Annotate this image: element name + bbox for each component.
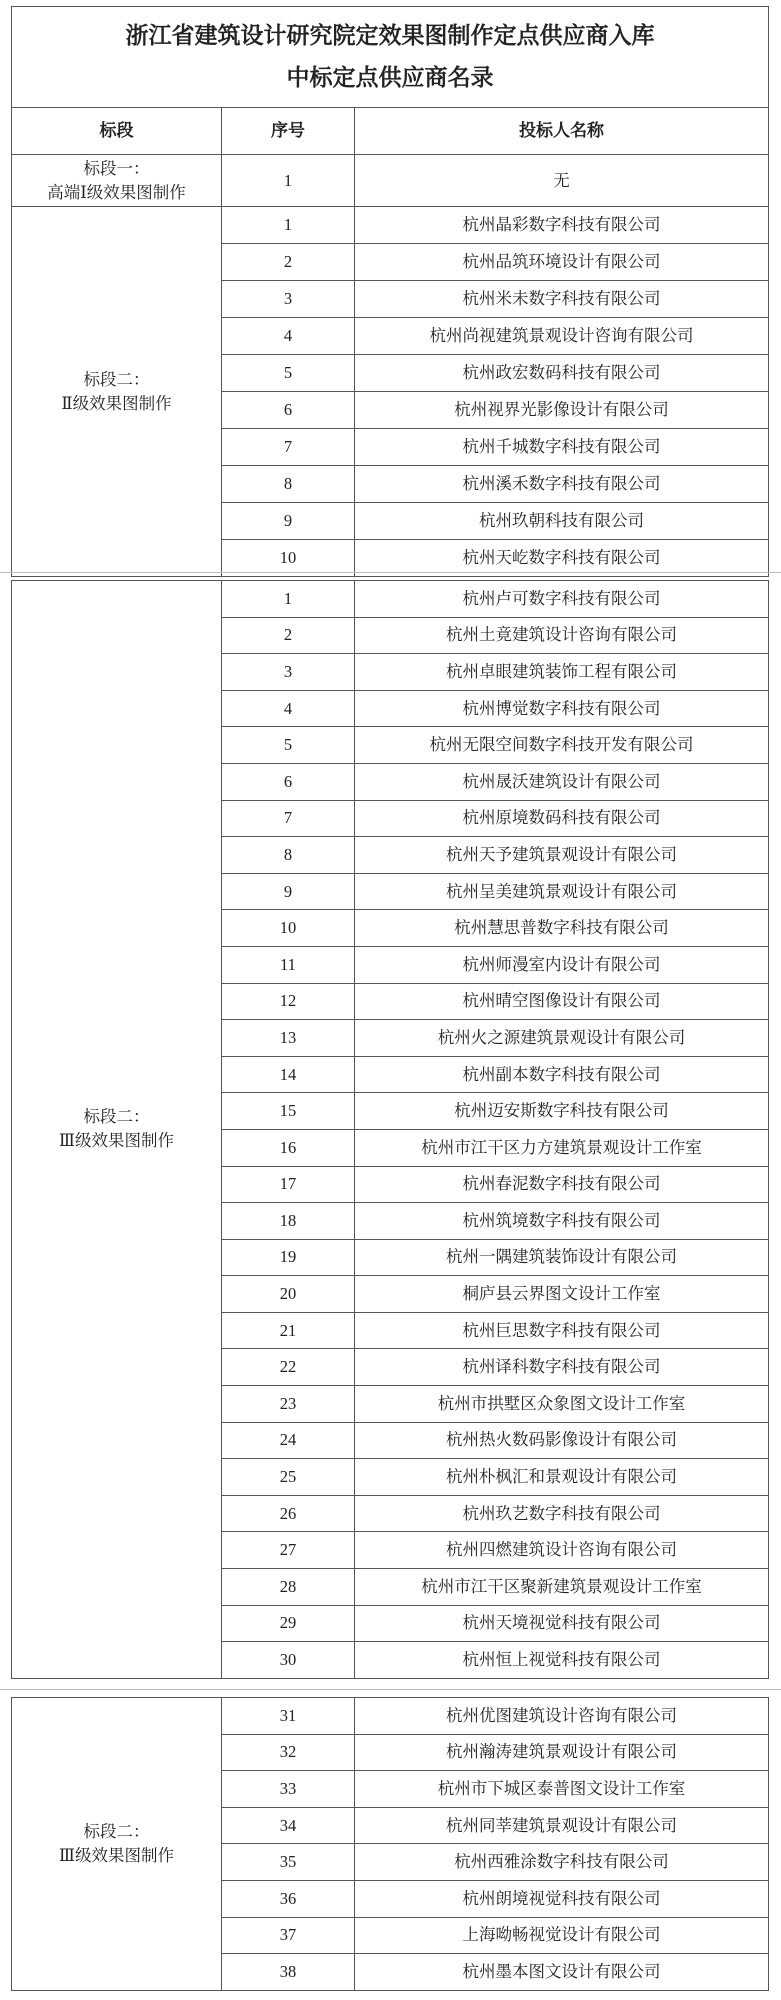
row-number: 34 [222,1807,355,1844]
row-number: 15 [222,1093,355,1130]
table-page-2 [11,580,769,1679]
table-row [12,581,769,618]
table-page-1 [11,6,769,577]
row-number: 24 [222,1422,355,1459]
bidder-name: 杭州市下城区泰普图文设计工作室 [355,1771,769,1808]
header-number: 序号 [222,108,355,155]
bidder-name: 杭州优图建筑设计咨询有限公司 [355,1698,769,1735]
row-number: 23 [222,1386,355,1423]
bidder-name: 杭州巨思数字科技有限公司 [355,1312,769,1349]
row-number: 8 [222,837,355,874]
bidder-name: 杭州天境视觉科技有限公司 [355,1605,769,1642]
row-number: 5 [222,355,355,392]
section3-label: 标段二： Ⅲ级效果图制作 [12,581,222,1679]
row-number: 32 [222,1734,355,1771]
bidder-name: 杭州四燃建筑设计咨询有限公司 [355,1532,769,1569]
table-row [12,1698,769,1735]
table-header [12,108,769,155]
row-number: 12 [222,983,355,1020]
row-number: 9 [222,503,355,540]
row-number: 18 [222,1203,355,1240]
bidder-name: 杭州副本数字科技有限公司 [355,1056,769,1093]
page-break-line [0,1689,781,1690]
row-number: 38 [222,1954,355,1991]
row-number: 6 [222,763,355,800]
header-section: 标段 [12,108,222,155]
bidder-name: 杭州政宏数码科技有限公司 [355,355,769,392]
bidder-name: 杭州品筑环境设计有限公司 [355,244,769,281]
row-number: 2 [222,617,355,654]
bidder-name: 杭州卓眼建筑装饰工程有限公司 [355,654,769,691]
bidder-name: 杭州溪禾数字科技有限公司 [355,466,769,503]
row-number: 7 [222,429,355,466]
bidder-name: 杭州市拱墅区众象图文设计工作室 [355,1386,769,1423]
bidder-name: 杭州玖朝科技有限公司 [355,503,769,540]
row-number: 21 [222,1312,355,1349]
bidder-name: 杭州玖艺数字科技有限公司 [355,1495,769,1532]
table-page-3 [11,1697,769,1991]
row-number: 6 [222,392,355,429]
row-number: 17 [222,1166,355,1203]
row-number: 35 [222,1844,355,1881]
bidder-name: 杭州卢可数字科技有限公司 [355,581,769,618]
bidder-name: 桐庐县云界图文设计工作室 [355,1276,769,1313]
row-number: 7 [222,800,355,837]
row-number: 14 [222,1056,355,1093]
bidder-name: 杭州春泥数字科技有限公司 [355,1166,769,1203]
bidder-name: 杭州墨本图文设计有限公司 [355,1954,769,1991]
row-number: 13 [222,1020,355,1057]
row-number: 1 [222,581,355,618]
row-number: 11 [222,946,355,983]
bidder-name: 杭州朴枫汇和景观设计有限公司 [355,1459,769,1496]
section2-label: 标段二： Ⅱ级效果图制作 [12,207,222,577]
bidder-name: 杭州迈安斯数字科技有限公司 [355,1093,769,1130]
bidder-name: 杭州筑境数字科技有限公司 [355,1203,769,1240]
bidder-name: 杭州无限空间数字科技开发有限公司 [355,727,769,764]
title-line-2: 中标定点供应商名录 [286,65,494,90]
bidder-name: 杭州市江干区力方建筑景观设计工作室 [355,1129,769,1166]
row-number: 2 [222,244,355,281]
row-number: 4 [222,690,355,727]
row-number: 33 [222,1771,355,1808]
bidder-name: 杭州西雅涂数字科技有限公司 [355,1844,769,1881]
bidder-name: 杭州天屹数字科技有限公司 [355,540,769,577]
bidder-name: 杭州呈美建筑景观设计有限公司 [355,873,769,910]
row-number: 10 [222,540,355,577]
bidder-name: 杭州视界光影像设计有限公司 [355,392,769,429]
page-break-line [0,572,781,573]
bidder-name: 杭州天予建筑景观设计有限公司 [355,837,769,874]
section4-label: 标段二： Ⅲ级效果图制作 [12,1698,222,1991]
bidder-name: 上海呦畅视觉设计有限公司 [355,1917,769,1954]
row-number: 25 [222,1459,355,1496]
row-number: 4 [222,318,355,355]
bidder-name: 杭州晟沃建筑设计有限公司 [355,763,769,800]
bidder-name: 杭州原境数码科技有限公司 [355,800,769,837]
row-number: 3 [222,654,355,691]
row-number: 36 [222,1880,355,1917]
bidder-name: 杭州朗境视觉科技有限公司 [355,1880,769,1917]
table-row [12,155,769,207]
row-number: 30 [222,1642,355,1679]
row-number: 20 [222,1276,355,1313]
bidder-name: 杭州师漫室内设计有限公司 [355,946,769,983]
table-row [12,207,769,244]
bidder-name: 杭州市江干区聚新建筑景观设计工作室 [355,1569,769,1606]
row-number: 5 [222,727,355,764]
bidder-name: 杭州火之源建筑景观设计有限公司 [355,1020,769,1057]
document-title [12,7,769,108]
bidder-name: 杭州同莘建筑景观设计有限公司 [355,1807,769,1844]
bidder-name: 杭州恒上视觉科技有限公司 [355,1642,769,1679]
row-number: 31 [222,1698,355,1735]
bidder-name: 杭州译科数字科技有限公司 [355,1349,769,1386]
row-number: 16 [222,1129,355,1166]
bidder-name: 杭州千城数字科技有限公司 [355,429,769,466]
bidder-name: 无 [355,155,769,207]
row-number: 1 [222,155,355,207]
bidder-name: 杭州晴空图像设计有限公司 [355,983,769,1020]
row-number: 29 [222,1605,355,1642]
row-number: 9 [222,873,355,910]
section1-label: 标段一： 高端Ⅰ级效果图制作 [12,155,222,207]
bidder-name: 杭州一隅建筑装饰设计有限公司 [355,1239,769,1276]
bidder-name: 杭州瀚涛建筑景观设计有限公司 [355,1734,769,1771]
row-number: 8 [222,466,355,503]
row-number: 26 [222,1495,355,1532]
bidder-name: 杭州米未数字科技有限公司 [355,281,769,318]
bidder-name: 杭州晶彩数字科技有限公司 [355,207,769,244]
row-number: 10 [222,910,355,947]
row-number: 1 [222,207,355,244]
row-number: 27 [222,1532,355,1569]
bidder-name: 杭州慧思普数字科技有限公司 [355,910,769,947]
bidder-name: 杭州土竟建筑设计咨询有限公司 [355,617,769,654]
bidder-name: 杭州尚视建筑景观设计咨询有限公司 [355,318,769,355]
row-number: 19 [222,1239,355,1276]
bidder-name: 杭州博觉数字科技有限公司 [355,690,769,727]
row-number: 3 [222,281,355,318]
row-number: 22 [222,1349,355,1386]
bidder-name: 杭州热火数码影像设计有限公司 [355,1422,769,1459]
row-number: 28 [222,1569,355,1606]
row-number: 37 [222,1917,355,1954]
header-name: 投标人名称 [355,108,769,155]
title-line-1: 浙江省建筑设计研究院定效果图制作定点供应商入库 [125,23,655,48]
